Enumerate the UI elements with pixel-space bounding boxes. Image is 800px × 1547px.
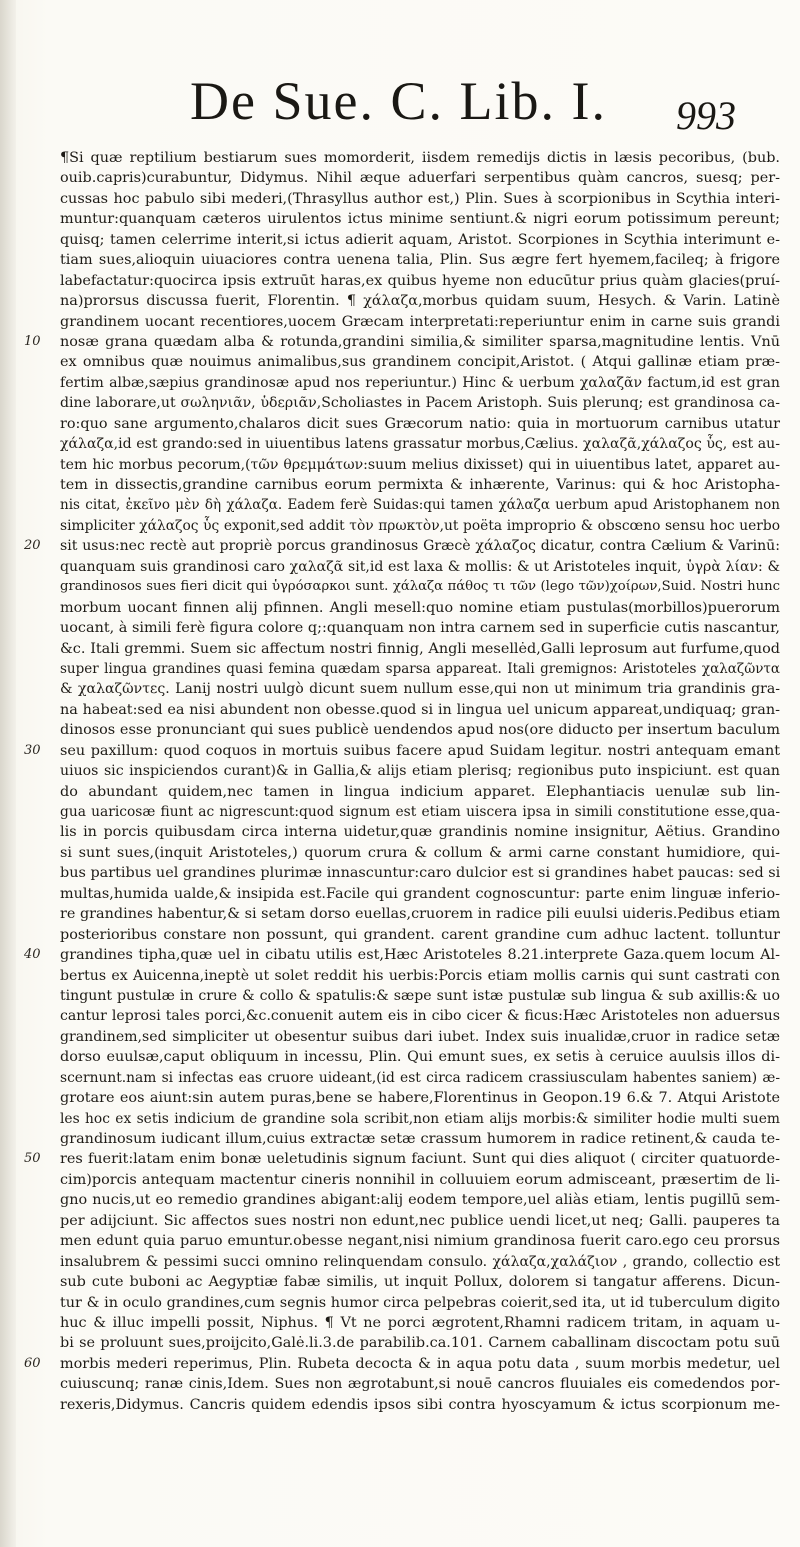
- text-line: [24, 455, 784, 475]
- line-text: ouib.capris)curabuntur, Didymus. Nihil æque aduerfari serpentibus quàm cancros, suesq; per-: [60, 170, 780, 187]
- line-text: scernunt.nam si infectas eas cruore uideant,(id est circa radicem crassiusculam habentes saniem) æ-: [60, 1069, 780, 1086]
- text-line: [24, 271, 784, 291]
- text-line: [24, 720, 784, 740]
- text-line: [24, 1170, 784, 1190]
- text-line: [24, 1354, 784, 1374]
- text-line: [24, 209, 784, 229]
- line-text: sit usus:nec rectè aut propriè porcus grandinosus Græcè χάλαζος dicatur, contra Cælium & Varinū:: [60, 538, 780, 555]
- line-text: nosæ grana quædam alba & rotunda,grandini similia,& similiter sparsa,magnitudine lentis. Vnū: [60, 333, 780, 350]
- line-text: les hoc ex setis indicium de grandine sola scribit,non etiam alijs morbis:& similiter hodie multi suem: [60, 1110, 780, 1127]
- text-line: [24, 168, 784, 188]
- line-text: si sunt sues,(inquit Aristoteles,) quorum crura & collum & armi carne constant humidiore, qui-: [60, 844, 780, 861]
- margin-line-number: 40: [24, 947, 41, 963]
- text-line: [24, 1374, 784, 1394]
- line-text: posterioribus constare non possunt, qui grandent. carent grandine cum adhuc lactent. tolluntur: [60, 926, 780, 943]
- text-line: [24, 1149, 784, 1169]
- text-line: [24, 618, 784, 638]
- text-line: [24, 1129, 784, 1149]
- line-text: fertim albæ,sæpius grandinosæ apud nos reperiuntur.) Hinc & uerbum χαλαζᾶν factum,id est gran: [60, 374, 780, 391]
- text-line: [24, 1109, 784, 1129]
- text-line: [24, 1190, 784, 1210]
- line-text: labefactatur:quocirca ipsis extruūt haras,ex quibus hyeme non educūtur prius quàm glacies(pruí-: [60, 272, 780, 289]
- text-line: [24, 1088, 784, 1108]
- text-line: [24, 475, 784, 495]
- line-text: uocant, à simili ferè figura colore q;:quanquam non intra carnem sed in superficie cutis nascantur,: [60, 620, 780, 637]
- text-line: [24, 822, 784, 842]
- margin-line-number: 60: [24, 1355, 41, 1371]
- line-text: gno nucis,ut eo remedio grandines abigant:alij eodem tempore,uel aliàs etiam, lentis pugillū sem-: [60, 1192, 780, 1209]
- line-text: grandinem uocant recentiores,uocem Græcam interpretati:reperiuntur enim in carne suis grandi: [60, 313, 780, 330]
- text-line: [24, 495, 784, 515]
- text-line: [24, 659, 784, 679]
- line-text: bi se proluunt sues,proijcito,Galė.li.3.de parabilib.ca.101. Carnem caballinam discoctam potu suū: [60, 1335, 780, 1352]
- text-line: [24, 312, 784, 332]
- body-text: [24, 148, 784, 1415]
- text-line: [24, 1231, 784, 1251]
- line-text: ro:quo sane argumento,chalaros dicit sues Græcorum natio: quia in mortuorum carnibus utatur: [60, 415, 780, 432]
- line-text: quisq; tamen celerrime interit,si ictus adierit aquam, Aristot. Scorpiones in Scythia interimunt e-: [60, 231, 780, 248]
- line-text: tem hic morbus pecorum,(τῶν θρεμμάτων:suum melius dixisset) qui in uiuentibus latet, apparet au-: [60, 456, 780, 473]
- line-text: dorso euulsæ,caput obliquum in incessu, Plin. Qui emunt sues, ex setis à ceruice auulsis illos di-: [60, 1049, 780, 1066]
- text-line: [24, 925, 784, 945]
- text-line: [24, 557, 784, 577]
- text-line: [24, 1068, 784, 1088]
- text-line: [24, 884, 784, 904]
- text-line: [24, 516, 784, 536]
- line-text: per adijciunt. Sic affectos sues nostri non edunt,nec publice uendi licet,ut neq; Galli. pauperes ta: [60, 1212, 780, 1229]
- line-text: cantur leprosi tales porci,&c.conuenit autem eis in cibo cicer & ficus:Hæc Aristoteles non aduersus: [60, 1008, 780, 1025]
- line-text: tiam sues,alioquin uiuaciores contra uenena talia, Plin. Sus ægre fert hyemem,facileq; à frigore: [60, 252, 780, 269]
- text-line: [24, 598, 784, 618]
- text-line: [24, 1272, 784, 1292]
- line-text: bertus ex Auicenna,ineptè ut solet reddit his uerbis:Porcis etiam mollis carnis qui sunt castrati con: [60, 967, 780, 984]
- text-line: [24, 148, 784, 168]
- text-line: [24, 966, 784, 986]
- line-text: dinosos esse pronunciant qui sues publicè uendendos apud nos(ore diducto per insertum baculum: [60, 722, 780, 739]
- line-text: cussas hoc pabulo sibi mederi,(Thrasyllus author est,) Plin. Sues à scorpionibus in Scythia interi-: [60, 190, 780, 207]
- line-text: grandines tipha,quæ uel in cibatu utilis est,Hæc Aristoteles 8.21.interprete Gaza.quem locum Al-: [60, 947, 780, 964]
- text-line: [24, 352, 784, 372]
- line-text: insalubrem & pessimi succi omnino relinquendam consulo. χάλαζα,χαλάζιον , grando, collectio est: [60, 1253, 780, 1270]
- margin-line-number: 10: [24, 333, 41, 349]
- line-text: morbis mederi reperimus, Plin. Rubeta decocta & in aqua potu data , suum morbis medetur, uel: [60, 1355, 780, 1372]
- text-line: [24, 843, 784, 863]
- line-text: morbum uocant finnen alij pfinnen. Angli mesell:quo nomine etiam pustulas(morbillos)puerorum: [60, 599, 780, 616]
- text-line: [24, 1211, 784, 1231]
- text-line: [24, 1027, 784, 1047]
- line-text: sub cute buboni ac Aegyptiæ fabæ similis, ut inquit Pollux, dolorem si tangatur afferens. Dicun-: [60, 1274, 780, 1291]
- line-text: multas,humida ualde,& insipida est.Facile qui grandent cognoscuntur: parte enim linguæ inferio-: [60, 885, 780, 902]
- page-header: [190, 71, 790, 144]
- binding-gutter: [0, 0, 16, 1547]
- line-text: uiuos sic inspiciendos curant)& in Gallia,& alijs etiam plerisq; regionibus puto inspiciunt. est quan: [60, 763, 780, 780]
- text-line: [24, 393, 784, 413]
- running-head: De Sue. C. Lib. I.: [190, 71, 607, 131]
- text-line: [24, 189, 784, 209]
- text-line: [24, 782, 784, 802]
- text-line: [24, 945, 784, 965]
- line-text: &c. Itali gremmi. Suem sic affectum nostri finnig, Angli mesellėd,Galli leprosum aut furfume,quod: [60, 640, 780, 657]
- line-text: re grandines habentur,& si setam dorso euellas,cruorem in radice pili euulsi uideris.Pedibus etiam: [60, 906, 781, 923]
- margin-line-number: 30: [24, 742, 41, 758]
- line-text: bus partibus uel grandines plurimæ innascuntur:caro dulcior est si grandines habet paucas: sed si: [60, 865, 781, 882]
- text-line: [24, 291, 784, 311]
- text-line: [24, 1293, 784, 1313]
- text-line: [24, 577, 784, 597]
- text-line: [24, 414, 784, 434]
- line-text: gua uaricosæ fiunt ac nigrescunt:quod signum est etiam uiscera ipsa in simili constitutione esse,qua-: [60, 804, 780, 820]
- margin-line-number: 20: [24, 538, 41, 554]
- text-line: [24, 741, 784, 761]
- text-line: [24, 639, 784, 659]
- text-line: [24, 434, 784, 454]
- text-line: [24, 1047, 784, 1067]
- text-line: [24, 230, 784, 250]
- line-text: na habeat:sed ea nisi abundent non obesse.quod si in lingua uel unicum appareat,undiquaq; gran-: [60, 701, 780, 718]
- text-line: [24, 332, 784, 352]
- line-text: cim)porcis antequam mactentur cineris nonnihil in colluuiem eorum admisceant, præsertim de li-: [60, 1171, 780, 1188]
- text-line: [24, 1333, 784, 1353]
- line-text: lis in porcis quibusdam circa interna uidetur,quæ grandinis nomine insignitur, Aëtius. Grandino: [60, 824, 780, 841]
- text-line: [24, 1395, 784, 1415]
- line-text: ex omnibus quæ nouimus animalibus,sus grandinem concipit,Aristot. ( Atqui gallinæ etiam præ-: [60, 354, 780, 371]
- line-text: dine laborare,ut σωληνιᾶν, ὑδεριᾶν,Scholiastes in Pacem Aristoph. Suis plerunq; est grandinosa ca-: [60, 395, 780, 412]
- text-line: [24, 250, 784, 270]
- line-text: tur & in oculo grandines,cum segnis humor circa pelpebras coierit,sed ita, ut id tuberculum digito: [60, 1294, 780, 1311]
- line-text: quanquam suis grandinosi caro χαλαζᾶ sit,id est laxa & mollis: & ut Aristoteles inquit, ὑγρὰ λίαν: &: [60, 558, 780, 575]
- text-line: [24, 1006, 784, 1026]
- line-text: grandinosum iudicant illum,cuius extractæ setæ crassum humorem in radice retinent,& cauda te-: [60, 1131, 780, 1147]
- page-number: 993: [676, 93, 736, 138]
- line-text: na)prorsus discussa fuerit, Florentin. ¶ χάλαζα,morbus quidam suum, Hesych. & Varin. Latinè: [60, 293, 780, 310]
- line-text: huc & illuc impelli possit, Niphus. ¶ Vt ne porci ægrotent,Rhamni radicem tritam, in aquam u-: [60, 1314, 780, 1331]
- text-line: [24, 679, 784, 699]
- line-text: simpliciter χάλαζος ὗς exponit,sed addit τὸν πρωκτὸν,ut poëta improprio & obscœno sensu hoc uerbo: [60, 517, 780, 534]
- line-text: ¶Si quæ reptilium bestiarum sues momorderit, iisdem remedijs dictis in læsis pecoribus, (bub.: [60, 150, 780, 166]
- line-text: do abundant quidem,nec tamen in lingua indicium apparet. Elephantiacis uenulæ sub lin-: [60, 783, 780, 800]
- line-text: grotare eos aiunt:sin autem puras,bene se habere,Florentinus in Geopon.19 6.& 7. Atqui Aristote: [60, 1090, 780, 1107]
- line-text: rexeris,Didymus. Cancris quidem edendis ipsos sibi contra hyoscyamum & ictus scorpionum me-: [60, 1396, 780, 1413]
- text-line: [24, 700, 784, 720]
- text-line: [24, 1252, 784, 1272]
- line-text: seu paxillum: quod coquos in mortuis suibus facere apud Suidam legitur. nostri antequam emant: [60, 742, 780, 759]
- line-text: muntur:quanquam cæteros uirulentos ictus minime sentiunt.& nigri eorum potissimum pereunt;: [60, 211, 780, 228]
- margin-line-number: 50: [24, 1151, 41, 1167]
- text-line: [24, 904, 784, 924]
- line-text: cuiuscunq; ranæ cinis,Idem. Sues non ægrotabunt,si nouē cancros fluuiales eis comedendos por-: [60, 1376, 780, 1393]
- line-text: res fuerit:latam enim bonæ ueletudinis signum faciunt. Sunt qui dies aliquot ( circiter quatuorde-: [60, 1151, 780, 1168]
- text-line: [24, 1313, 784, 1333]
- line-text: χάλαζα,id est grando:sed in uiuentibus latens grassatur morbus,Cælius. χαλαζᾶ,χάλαζος ὗς, est au-: [60, 436, 780, 453]
- text-line: [24, 802, 784, 822]
- text-line: [24, 986, 784, 1006]
- text-line: [24, 761, 784, 781]
- line-text: tingunt pustulæ in crure & collo & spatulis:& sæpe sunt istæ pustulæ sub lingua & sub axillis:& uo: [60, 987, 780, 1004]
- line-text: nis citat, ἐκεῖνο μὲν δὴ χάλαζα. Eadem ferè Suidas:qui tamen χάλαζα uerbum apud Aristophanem non: [60, 497, 780, 514]
- line-text: & χαλαζῶντες. Lanij nostri uulgò dicunt suem nullum esse,qui non ut minimum tria grandinis gra-: [60, 681, 780, 698]
- line-text: grandinosos sues fieri dicit qui ὑγρόσαρκοι sunt. χάλαζα πάθος τι τῶν (lego τῶν)χοίρων,Suid. Nostri hunc: [60, 579, 780, 595]
- line-text: grandinem,sed simpliciter ut obesentur suibus dari iubet. Index suis inualidæ,cruor in radice setæ: [60, 1028, 780, 1045]
- line-text: super lingua grandines quasi femina quædam sparsa appareat. Itali gremignos: Aristoteles χαλαζῶντα: [60, 660, 780, 677]
- line-text: tem in dissectis,grandine carnibus eorum permixta & inhærente, Varinus: qui & hoc Aristopha-: [60, 477, 780, 493]
- text-line: [24, 536, 784, 556]
- line-text: men edunt quia paruo emuntur.obesse negant,nisi nimium grandinosa fuerit caro.ego ceu prorsus: [60, 1233, 780, 1250]
- text-line: [24, 863, 784, 883]
- text-line: [24, 373, 784, 393]
